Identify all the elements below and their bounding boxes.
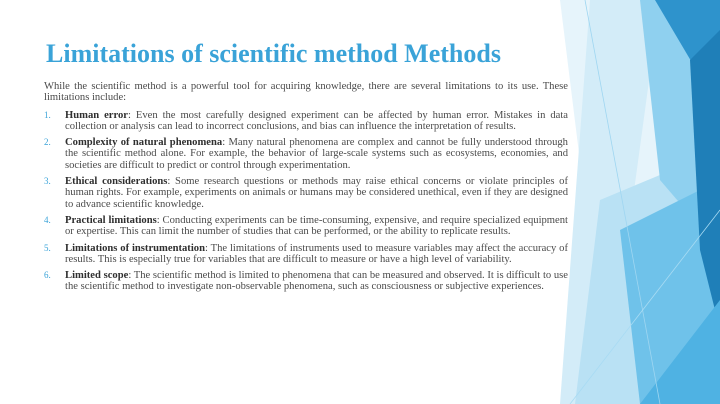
item-number: 4.: [44, 214, 51, 225]
item-term: Ethical considerations: [65, 176, 168, 188]
intro-paragraph: While the scientific method is a powerful tool for acquiring knowledge, there are several limitations to its use. These limitations include:: [44, 81, 568, 104]
list-item: [44, 176, 568, 210]
item-text: : The limitations of instruments used to measure variables may affect the accuracy of results. This is especially true for variables that are difficult to measure or have a high level of variability.: [65, 242, 568, 265]
item-text: : Conducting experiments can be time-consuming, expensive, and require specialized equipment or expertise. This can limit the number of studies that can be performed, or the ability to replicate results.: [65, 214, 568, 238]
list-item: [44, 243, 568, 266]
item-text: : Many natural phenomena are complex and cannot be fully understood through the scientific method alone. For example, the behavior of large-scale systems such as ecosystems, economies, and societies are difficult to predict or control through experimentation.: [65, 137, 568, 171]
list-item: [44, 137, 568, 171]
item-text: : The scientific method is limited to phenomena that can be measured and observed. It is difficult to use the scientific method to investigate non-observable phenomena, such as consciousness or subjective experiences.: [65, 270, 568, 293]
limitations-list: [44, 110, 568, 293]
item-number: 3.: [44, 176, 51, 187]
item-term: Limited scope: [65, 270, 129, 282]
item-number: 6.: [44, 270, 51, 281]
slide-content: [44, 81, 568, 298]
item-term: Limitations of instrumentation: [65, 242, 205, 254]
list-item: [44, 215, 568, 238]
item-number: 1.: [44, 109, 51, 120]
item-text: : Even the most carefully designed experiment can be affected by human error. Mistakes in data collection or analysis can lead to incorrect conclusions, and bias can influence the interpretation of results.: [65, 109, 568, 132]
list-item: [44, 110, 568, 133]
item-text: : Some research questions or methods may raise ethical concerns or violate principles of human rights. For example, experiments on animals or humans may be considered unethical, even if they are designed to advance scientific knowledge.: [65, 176, 568, 210]
item-term: Human error: [65, 109, 128, 121]
item-term: Practical limitations: [65, 214, 157, 226]
item-number: 2.: [44, 137, 51, 148]
list-item: [44, 270, 568, 293]
item-term: Complexity of natural phenomena: [65, 137, 223, 149]
item-number: 5.: [44, 242, 51, 253]
slide-title: Limitations of scientific method Methods: [46, 39, 501, 68]
